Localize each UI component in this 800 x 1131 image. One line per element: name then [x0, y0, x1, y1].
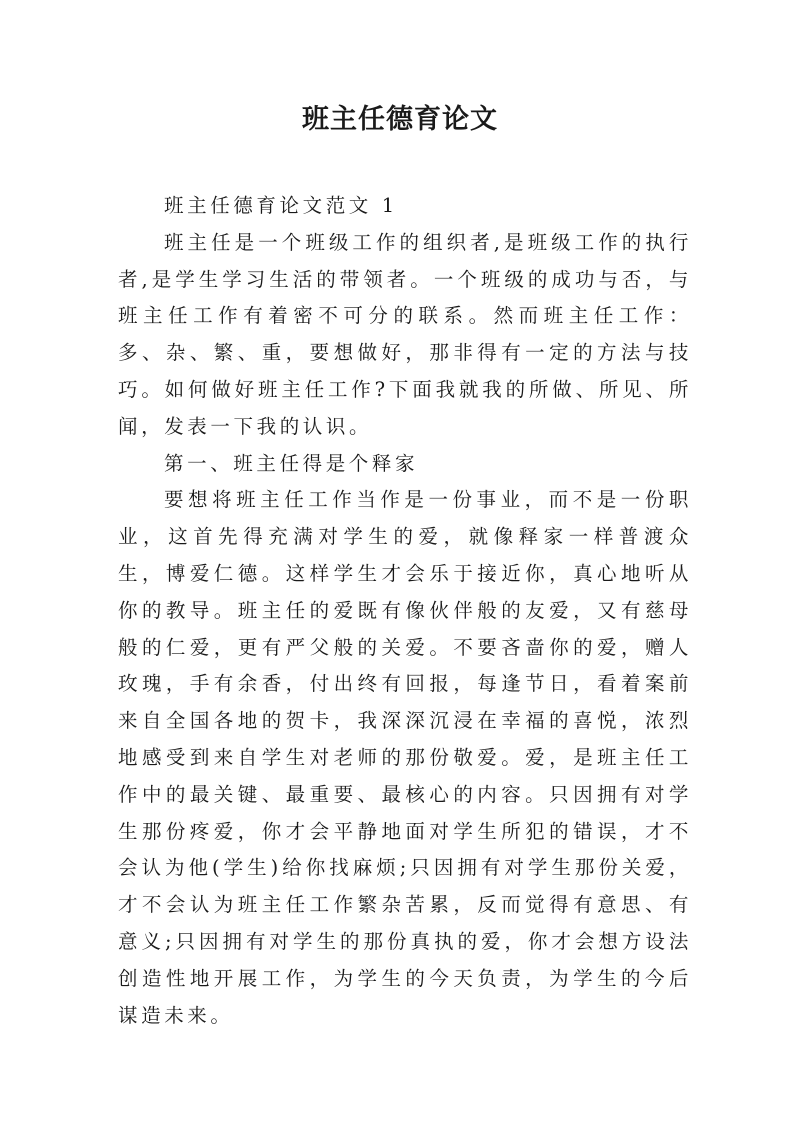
paragraph-heading: 班主任德育论文范文 1: [164, 194, 398, 217]
document-title: 班主任德育论文: [302, 104, 498, 135]
paragraph: 班主任是一个班级工作的组织者,是班级工作的执行者,是学生学习生活的带领者。一个班级的成功与否，与班主任工作有着密不可分的联系。然而班主任工作：多、杂、繁、重，要想做好，那非得有一定的方法与技巧。如何做好班主任工作?下面我就我的所做、所见、所闻，发表一下我的认识。: [118, 230, 692, 438]
paragraph-heading: 第一、班主任得是个释家: [164, 451, 419, 475]
document-body: [118, 188, 692, 1034]
paragraph: 要想将班主任工作当作是一份事业，而不是一份职业，这首先得充满对学生的爱，就像释家一样普渡众生，博爱仁德。这样学生才会乐于接近你，真心地听从你的教导。班主任的爱既有像伙伴般的友爱，又有慈母般的仁爱，更有严父般的关爱。不要吝啬你的爱，赠人玫瑰，手有余香，付出终有回报，每逢节日，看着案前来自全国各地的贺卡，我深深沉浸在幸福的喜悦，浓烈地感受到来自学生对老师的那份敬爱。爱，是班主任工作中的最关键、最重要、最核心的内容。只因拥有对学生那份疼爱，你才会平静地面对学生所犯的错误，才不会认为他(学生)给你找麻烦;只因拥有对学生那份关爱，才不会认为班主任工作繁杂苦累，反而觉得有意思、有意义;只因拥有对学生的那份真执的爱，你才会想方设法创造性地开展工作，为学生的今天负责，为学生的今后谋造未来。: [118, 488, 692, 1027]
